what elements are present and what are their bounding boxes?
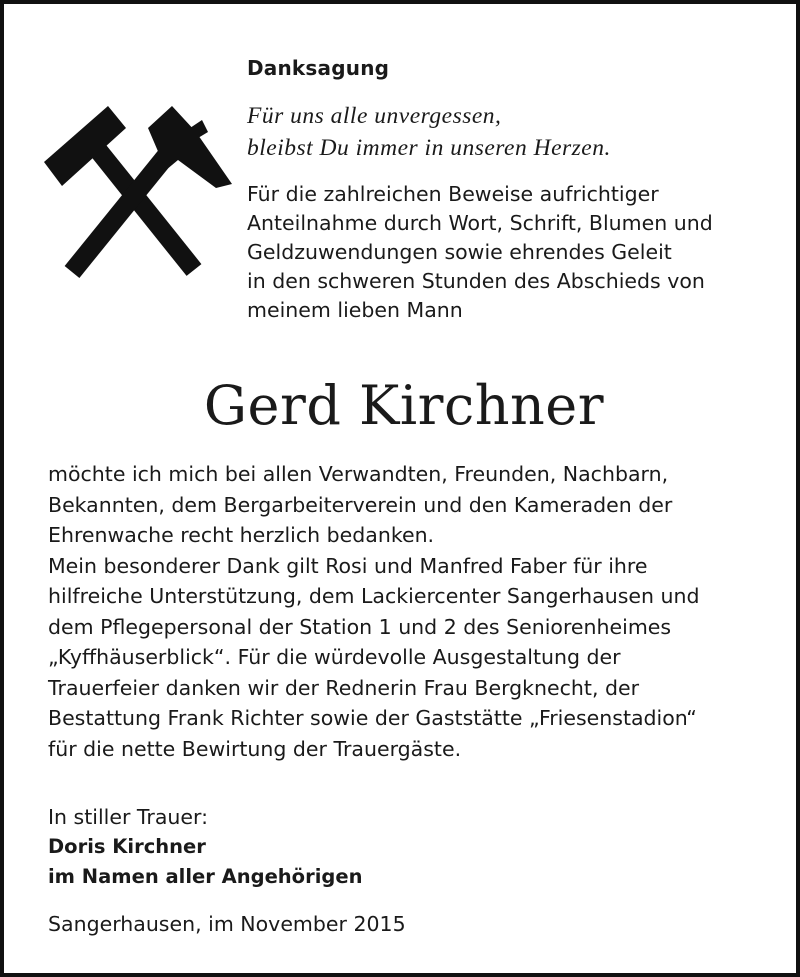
body-line: dem Pflegepersonal der Station 1 und 2 des Seniorenheimes [48, 614, 672, 639]
body-line: Bekannten, dem Bergarbeiterverein und den Kameraden der [48, 492, 673, 517]
deceased-name: Gerd Kirchner [203, 374, 605, 437]
intro-line: Anteilnahme durch Wort, Schrift, Blumen und [247, 211, 713, 235]
body-line: „Kyffhäuserblick“. Für die würdevolle Ausgestaltung der [48, 645, 621, 669]
intro-paragraph [247, 180, 787, 325]
body-line: Mein besonderer Dank gilt Rosi und Manfred Faber für ihre [48, 553, 648, 578]
intro-line: in den schweren Stunden des Abschieds von [247, 269, 705, 293]
memorial-verse [247, 100, 767, 164]
signature-family: im Namen aller Angehörigen [48, 865, 363, 888]
body-line: Trauerfeier danken wir der Rednerin Frau Bergknecht, der [48, 675, 640, 700]
crossed-hammers-icon [40, 98, 236, 284]
body-line: möchte ich mich bei allen Verwandten, Freunden, Nachbarn, [48, 462, 669, 486]
body-line: hilfreiche Unterstützung, dem Lackiercenter Sangerhausen und [48, 584, 700, 608]
body-line: Ehrenwache recht herzlich bedanken. [48, 523, 435, 547]
intro-line: meinem lieben Mann [247, 298, 463, 322]
intro-line: Für die zahlreichen Beweise aufrichtiger [247, 182, 659, 206]
verse-line: bleibst Du immer in unseren Herzen. [247, 135, 611, 161]
signature-name: Doris Kirchner [48, 835, 206, 858]
signature-block [48, 802, 362, 892]
notice-heading: Danksagung [247, 56, 390, 80]
verse-line: Für uns alle unvergessen, [247, 103, 502, 129]
place-date: Sangerhausen, im November 2015 [48, 912, 406, 936]
thanks-paragraph [48, 459, 768, 764]
intro-line: Geldzuwendungen sowie ehrendes Geleit [247, 240, 672, 264]
signature-intro: In stiller Trauer: [48, 805, 208, 829]
body-line: Bestattung Frank Richter sowie der Gaststätte „Friesenstadion“ [48, 706, 697, 730]
body-line: für die nette Bewirtung der Trauergäste. [48, 736, 462, 761]
